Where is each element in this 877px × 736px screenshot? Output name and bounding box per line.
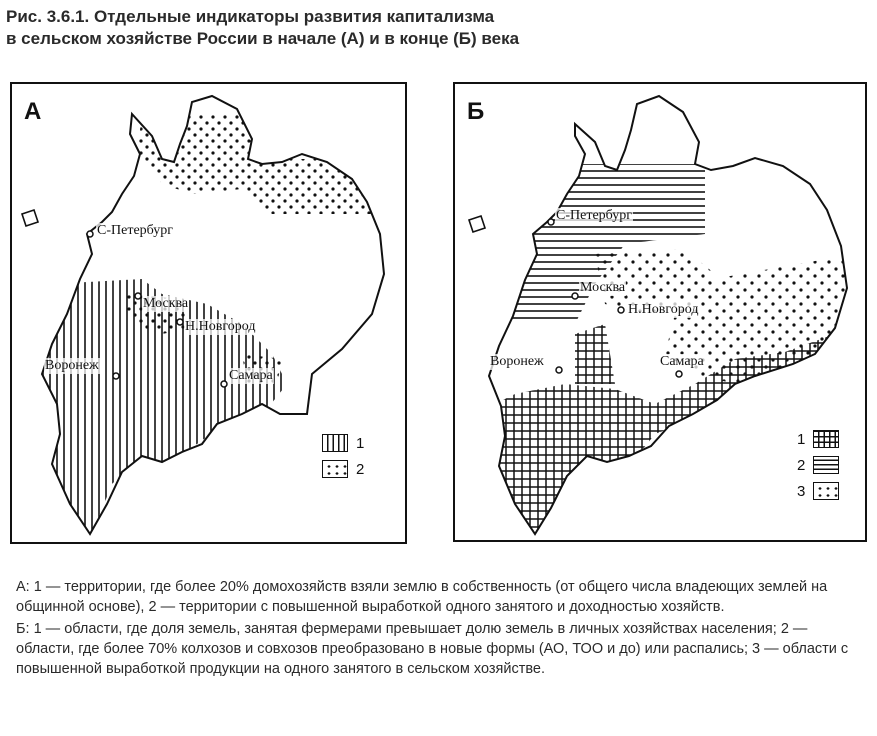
- map-a-city-nnovgorod: Н.Новгород: [185, 319, 256, 334]
- map-b-exclave: [469, 216, 485, 232]
- caption-b: Б: 1 — области, где доля земель, занятая фермерами превышает долю земель в личных хозяйствах населения; 2 — области, где более 70% колхозов и совхозов преобразовано в новые формы (АО, ТОО и до) или распались; 3 — области с повышенной выработкой продукции на одного занятого в сельском хозяйстве.: [16, 621, 849, 677]
- horizontal-lines-swatch-icon: [813, 456, 839, 474]
- map-b-city-nnovgorod: Н.Новгород: [628, 302, 699, 317]
- map-a-legend-item-1: [322, 430, 364, 456]
- map-b-city-moscow: Москва: [580, 280, 626, 295]
- map-a-legend-item-2: [322, 456, 364, 482]
- map-b-legend-item-2: [797, 452, 839, 478]
- figure-caption: [16, 577, 866, 681]
- map-b-legend-item-3: [797, 478, 839, 504]
- map-a-city-voronezh: Воронеж: [45, 358, 99, 373]
- map-a-marker-voronezh: [113, 373, 119, 379]
- map-b-marker-spb: [548, 219, 554, 225]
- map-b-city-samara: Самара: [660, 354, 704, 369]
- map-a-exclave: [22, 210, 38, 226]
- map-b: [453, 82, 867, 542]
- map-a-marker-samara: [221, 381, 227, 387]
- grid-swatch-icon: [813, 430, 839, 448]
- map-a-city-samara: Самара: [229, 368, 273, 383]
- dots-swatch-icon: [813, 482, 839, 500]
- map-b-marker-samara: [676, 371, 682, 377]
- caption-a: А: 1 — территории, где более 20% домохозяйств взяли землю в собственность (от общего числа владеющих землей на общинной основе), 2 — территории с повышенной выработкой одного занятого и доходностью хозяйств.: [16, 579, 828, 615]
- map-a-legend: [322, 430, 364, 482]
- map-a-city-spb: С-Петербург: [97, 223, 173, 238]
- map-a-legend-label-1: 1: [356, 434, 365, 452]
- map-a-city-moscow: Москва: [143, 296, 189, 311]
- map-a: [10, 82, 407, 544]
- map-b-city-voronezh: Воронеж: [490, 354, 544, 369]
- map-a-marker-nnovgorod: [177, 319, 183, 325]
- map-b-marker-voronezh: [556, 367, 562, 373]
- map-b-legend-label-2: 2: [797, 456, 806, 474]
- figure-title: [6, 6, 866, 50]
- title-line-1: Рис. 3.6.1. Отдельные индикаторы развития капитализма: [6, 7, 495, 26]
- map-a-letter: А: [24, 98, 42, 125]
- map-b-legend-label-3: 3: [797, 482, 806, 500]
- title-line-2: в сельском хозяйстве России в начале (А) и в конце (Б) века: [6, 29, 520, 48]
- map-b-letter: Б: [467, 98, 485, 125]
- map-b-legend: [797, 426, 839, 504]
- map-a-legend-label-2: 2: [356, 460, 365, 478]
- vertical-lines-swatch-icon: [322, 434, 348, 452]
- dots-swatch-icon: [322, 460, 348, 478]
- map-a-marker-spb: [87, 231, 93, 237]
- map-b-legend-item-1: [797, 426, 839, 452]
- map-b-city-spb: С-Петербург: [556, 208, 632, 223]
- map-a-marker-moscow: [135, 293, 141, 299]
- map-b-grid-voronezh: [575, 324, 615, 384]
- map-b-marker-moscow: [572, 293, 578, 299]
- map-b-legend-label-1: 1: [797, 430, 806, 448]
- map-b-marker-nnovgorod: [618, 307, 624, 313]
